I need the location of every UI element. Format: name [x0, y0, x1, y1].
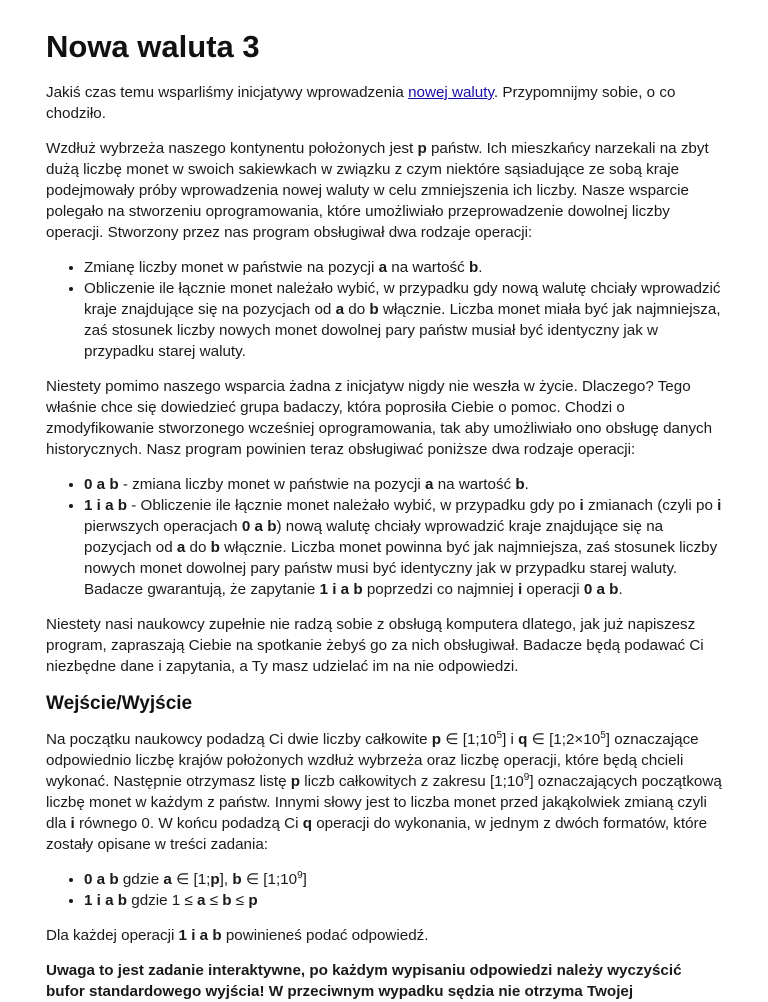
var-b: b: [468, 259, 479, 276]
exponent: 5: [600, 730, 606, 741]
text: - zmiana liczby monet w państwie na pozycji: [118, 476, 426, 493]
op-code: 0 a b: [583, 581, 619, 598]
text: - Obliczenie ile łącznie monet należało wybić, w przypadku gdy po: [127, 497, 580, 514]
var-p: p: [248, 892, 258, 909]
text: .: [524, 476, 529, 493]
var-a: a: [425, 476, 434, 493]
interactive-warning: Uwaga to jest zadanie interaktywne, po każdym wypisaniu odpowiedzi należy wyczyścić bufor standardowego wyjścia! W przeciwnym wypadku sędzia nie otrzyma Twojej: [46, 962, 682, 1000]
var-b: b: [210, 539, 220, 556]
text: .: [478, 259, 483, 276]
text: do: [185, 539, 211, 556]
exponent: 9: [297, 870, 303, 881]
nowa-waluta-link[interactable]: nowej waluty: [408, 84, 494, 101]
intro-text-end: . Przypomnijmy sobie, o co chodziło.: [46, 84, 676, 122]
text: ] oznaczające odpowiednio liczbę krajów położonych wzdłuż wybrzeża oraz liczbę operacji, które będą chcieli wykonać. Następnie otrzymasz listę: [46, 731, 699, 790]
var-b: b: [369, 301, 379, 318]
text: operacji do wykonania, w jednym z dwóch formatów, które zostały opisane w treści zadania:: [46, 815, 708, 853]
text: na wartość: [387, 259, 469, 276]
format-list: [46, 869, 722, 911]
paragraph-program: Niestety nasi naukowcy zupełnie nie radzą sobie z obsługą komputera dlatego, jak już napiszesz program, zapraszają Ciebie na spotkanie żebyś go za nich obsługiwał. Badacze będą podawać Ci niezbędne dane i zapytania, a Ty masz udzielać im na nie odpowiedzi.: [46, 616, 704, 675]
text: ] i: [502, 731, 519, 748]
text: Na początku naukowcy podadzą Ci dwie liczby całkowite: [46, 731, 432, 748]
text: poprzedzi co najmniej: [362, 581, 518, 598]
text: ≤: [231, 892, 249, 909]
text: ≤: [205, 892, 223, 909]
text: państw. Ich mieszkańcy narzekali na zbyt dużą liczbę monet w swoich sakiewkach w związku z czym niektóre sąsiadujące ze sobą kraje podejmowały próby wprowadzenia nowej waluty w celu zmniejszenia ich liczby. Nasze wsparcie polegało na stworzeniu oprogramowania, które umożliwiało przeprowadzenie dowolnej liczby operacji. Stworzony przez nas program obsługiwał dwa rodzaje operacji:: [46, 140, 709, 241]
text: operacji: [522, 581, 584, 598]
text: Dla każdej operacji: [46, 927, 179, 944]
text: gdzie 1 ≤: [127, 892, 198, 909]
section-title-io: Wejście/Wyjście: [46, 693, 193, 714]
text: ∈ [1;: [171, 871, 211, 888]
text: powinieneś podać odpowiedź.: [221, 927, 429, 944]
var-a: a: [197, 892, 206, 909]
var-a: a: [176, 539, 186, 556]
text: gdzie: [118, 871, 164, 888]
text: na wartość: [433, 476, 516, 493]
paragraph-research: Niestety pomimo naszego wsparcia żadna z inicjatyw nigdy nie weszła w życie. Dlaczego? Tego właśnie chce się dowiedzieć grupa badaczy, która poprosiła Ciebie o pomoc. Chodzi o zmodyfikowanie stworzonego wcześniej oprogramowania, tak aby umożliwiało ono obsługę danych historycznych. Nasz program powinien teraz obsługiwać poniższe dwa rodzaje operacji:: [46, 378, 713, 458]
new-operations-list: [46, 474, 722, 600]
text: Zmianę liczby monet w państwie na pozycji: [84, 259, 379, 276]
op-code: 1 i a b: [84, 497, 128, 514]
text: liczb całkowitych z zakresu [1;10: [300, 773, 524, 790]
var-a: a: [163, 871, 172, 888]
text: do: [344, 301, 370, 318]
paragraph-answer: [46, 925, 722, 946]
text: ]: [302, 871, 307, 888]
var-i: i: [717, 497, 722, 514]
text: ],: [219, 871, 233, 888]
text: równego 0. W końcu podadzą Ci: [74, 815, 303, 832]
exponent: 5: [496, 730, 503, 741]
text: ] oznaczających początkową liczbę monet w każdym z państw. Innymi słowy jest to liczba monet przed jakąkolwiek zmianą czyli dla: [46, 773, 722, 832]
list-item: [84, 474, 722, 495]
op-code: 1 i a b: [84, 892, 128, 909]
list-item: [84, 869, 722, 890]
text: włącznie. Liczba monet powinna być jak najmniejsza, zaś stosunek liczby nowych monet dowolnej pary państw musi być identyczny jak w przypadku starej waluty. Badacze gwarantują, że zapytanie: [84, 539, 718, 598]
paragraph-input: [46, 729, 722, 855]
intro-paragraph: [46, 82, 722, 124]
var-p: p: [210, 871, 220, 888]
text: ∈ [1;10: [241, 871, 298, 888]
list-item: [84, 278, 722, 362]
var-b: b: [515, 476, 525, 493]
op-code: 0 a b: [241, 518, 277, 535]
var-a: a: [378, 259, 388, 276]
var-b: b: [232, 871, 242, 888]
text: włącznie. Liczba monet miała być jak najmniejsza, zaś stosunek liczby nowych monet dowolnej pary państw musiał być identyczny jak w przypadku starej waluty.: [84, 301, 721, 360]
var-i: i: [579, 497, 584, 514]
text: ) nową walutę chciały wprowadzić kraje znajdujące się na pozycjach od: [84, 518, 664, 556]
paragraph-countries: [46, 138, 722, 243]
old-operations-list: [46, 257, 722, 362]
var-p: p: [290, 773, 301, 790]
list-item: [84, 890, 722, 911]
var-q: q: [302, 815, 312, 832]
text: ∈ [1;2×10: [527, 731, 601, 748]
var-i: i: [70, 815, 75, 832]
list-item: [84, 257, 722, 278]
intro-text: Jakiś czas temu wsparliśmy inicjatywy wprowadzenia: [46, 84, 409, 101]
text: zmianach (czyli po: [583, 497, 718, 514]
text: pierwszych operacjach: [84, 518, 242, 535]
var-b: b: [222, 892, 232, 909]
page-title: Nowa waluta 3: [46, 29, 260, 64]
op-code: 0 a b: [84, 871, 119, 888]
var-i: i: [517, 581, 523, 598]
op-code: 1 i a b: [319, 581, 363, 598]
op-code: 1 i a b: [178, 927, 222, 944]
op-code: 0 a b: [84, 476, 119, 493]
var-q: q: [518, 731, 528, 748]
text: .: [618, 581, 623, 598]
var-p: p: [417, 140, 427, 157]
text: Obliczenie ile łącznie monet należało wybić, w przypadku gdy nową walutę chciały wprowadzić kraje znajdujące się na pozycjach od: [84, 280, 721, 318]
list-item: [84, 495, 722, 600]
text: Wzdłuż wybrzeża naszego kontynentu położonych jest: [46, 140, 418, 157]
exponent: 9: [523, 772, 530, 783]
var-p: p: [431, 731, 442, 748]
text: ∈ [1;10: [441, 731, 497, 748]
var-a: a: [335, 301, 345, 318]
